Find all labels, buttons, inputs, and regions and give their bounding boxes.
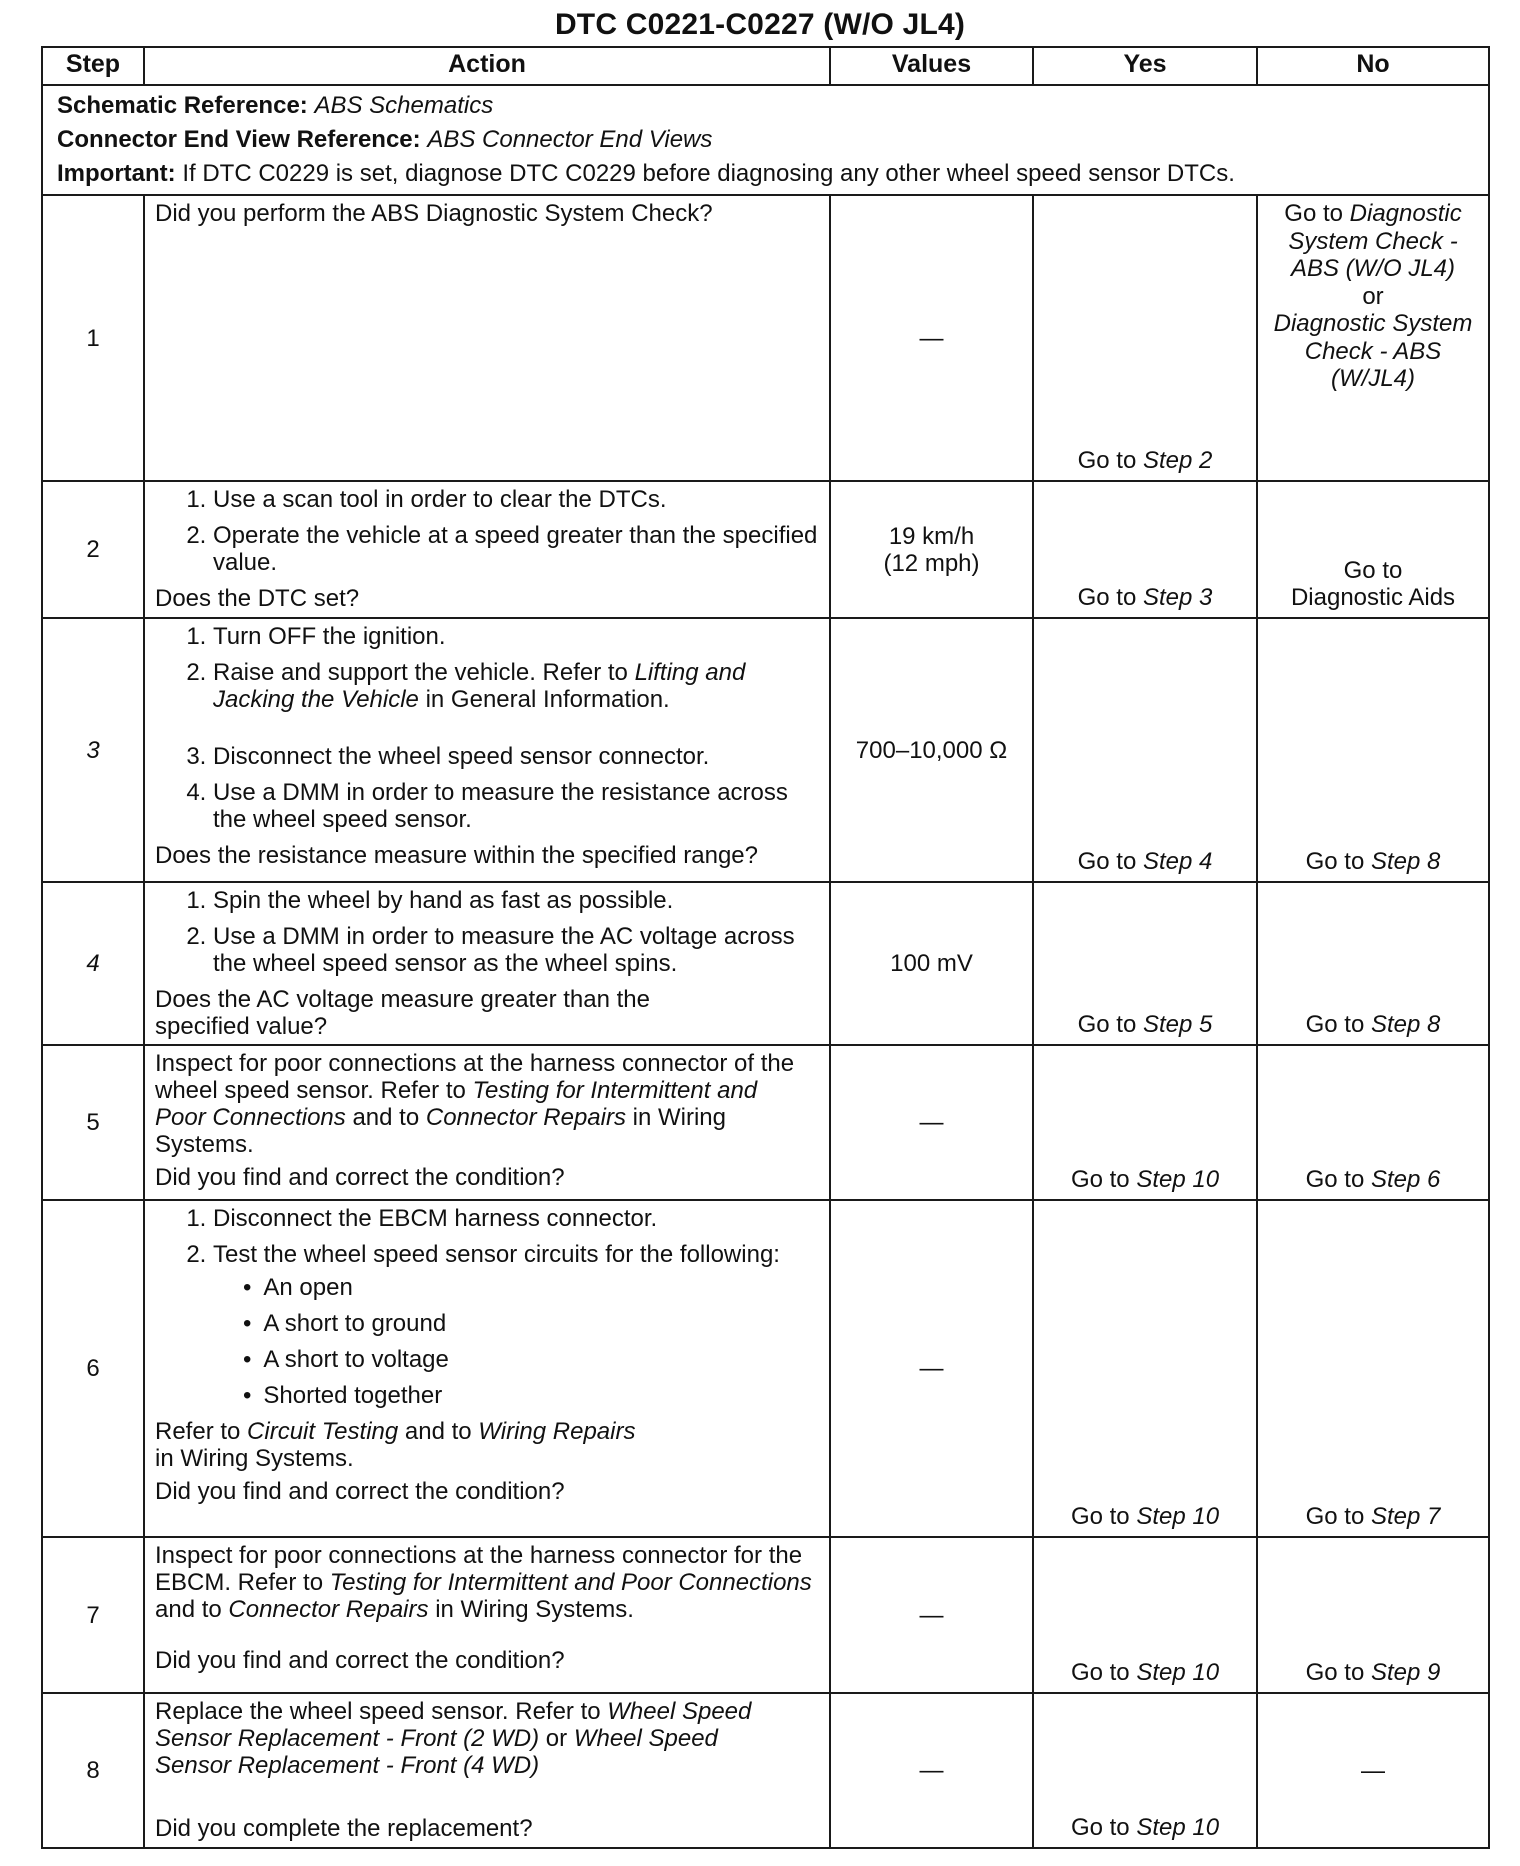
connector-reference-link[interactable]: ABS Connector End Views [427, 126, 713, 153]
important-note [57, 157, 1474, 191]
no-cell [1257, 195, 1489, 481]
header-yes: Yes [1033, 47, 1257, 85]
value-cell: — [830, 195, 1033, 481]
no-step-link[interactable]: Diagnostic Aids [1290, 584, 1456, 611]
yes-step-link[interactable]: Step 10 [1136, 1814, 1220, 1841]
action-item: 2. Use a DMM in order to measure the AC voltage across the wheel speed sensor as the wheel spins. [213, 923, 819, 977]
action-text-part: Inspect for poor connections at the harness connector for the EBCM. Refer to [155, 1542, 803, 1596]
yes-step-link[interactable]: Step 3 [1142, 584, 1213, 611]
action-list [155, 1205, 819, 1409]
yes-cell [1033, 1045, 1257, 1200]
question-text: Did you find and correct the condition? [155, 1164, 565, 1191]
important-text: If DTC C0229 is set, diagnose DTC C0229 before diagnosing any other wheel speed sensor DTCs. [182, 160, 1235, 187]
yes-cell [1033, 1537, 1257, 1693]
action-item [213, 659, 819, 713]
table-row [42, 195, 1489, 481]
value-cell: — [830, 1200, 1033, 1537]
no-dash: — [1361, 1757, 1385, 1784]
go-to-label: Go to [1305, 1503, 1365, 1530]
or-label: or [1362, 282, 1384, 310]
no-cell [1257, 882, 1489, 1045]
value-metric: 19 km/h [888, 522, 975, 550]
step-number: 4 [42, 882, 144, 1045]
action-text-part: and to [352, 1104, 420, 1131]
refer-text-part: in Wiring Systems. [155, 1445, 354, 1472]
action-text-part: or [545, 1725, 568, 1752]
yes-cell [1033, 618, 1257, 882]
go-to-label: Go to [1343, 557, 1403, 584]
yes-step-link[interactable]: Step 10 [1136, 1166, 1220, 1193]
replacement-2wd-link[interactable]: Wheel Speed Sensor Replacement - Front (2 WD) [155, 1698, 752, 1752]
connector-reference-label: Connector End View Reference: [57, 126, 421, 153]
question-text: Does the resistance measure within the specified range? [155, 842, 758, 869]
header-step: Step [42, 47, 144, 85]
action-item: 4. Use a DMM in order to measure the resistance across the wheel speed sensor. [213, 779, 819, 833]
no-step-link[interactable]: Step 7 [1370, 1503, 1441, 1530]
refer-text-part: Refer to [155, 1418, 241, 1445]
value-cell [830, 481, 1033, 618]
action-text [155, 1542, 819, 1623]
go-to-label: Go to [1070, 1166, 1130, 1193]
question-text: Did you complete the replacement? [155, 1815, 533, 1842]
no-step-link[interactable]: Step 8 [1370, 848, 1441, 875]
value-cell: 100 mV [830, 882, 1033, 1045]
action-cell [144, 1045, 830, 1200]
table-row [42, 618, 1489, 882]
condition-item: • Shorted together [243, 1382, 819, 1409]
step-number: 2 [42, 481, 144, 618]
go-to-label: Go to [1070, 1503, 1130, 1530]
yes-step-link[interactable]: Step 4 [1142, 848, 1213, 875]
replacement-4wd-link[interactable]: Wheel Speed Sensor Replacement - Front (4 WD) [155, 1725, 718, 1779]
no-cell [1257, 618, 1489, 882]
connector-repairs-link[interactable]: Connector Repairs [228, 1596, 429, 1623]
go-to-label: Go to [1305, 848, 1365, 875]
testing-link[interactable]: Testing for Intermittent and Poor Connections [329, 1569, 812, 1596]
no-step-link-alt[interactable]: Diagnostic System Check - ABS (W/JL4) [1273, 310, 1473, 392]
step-number: 6 [42, 1200, 144, 1537]
go-to-label: Go to [1284, 200, 1343, 227]
header-values: Values [830, 47, 1033, 85]
action-list [155, 486, 819, 576]
yes-cell [1033, 1693, 1257, 1848]
action-text: Raise and support the vehicle. Refer to [213, 659, 628, 686]
action-cell [144, 1200, 830, 1537]
action-item: 1. Spin the wheel by hand as fast as possible. [213, 887, 819, 914]
no-cell [1257, 1045, 1489, 1200]
wiring-repairs-link[interactable]: Wiring Repairs [478, 1418, 636, 1445]
action-text-part: and to [155, 1596, 222, 1623]
refer-text-part: and to [404, 1418, 472, 1445]
action-cell [144, 618, 830, 882]
reference-row [42, 85, 1489, 195]
yes-step-link[interactable]: Step 10 [1136, 1659, 1220, 1686]
step-number: 3 [42, 618, 144, 882]
table-row [42, 1200, 1489, 1537]
yes-step-link[interactable]: Step 10 [1136, 1503, 1220, 1530]
no-cell [1257, 1693, 1489, 1848]
action-text: Test the wheel speed sensor circuits for the following: [213, 1241, 780, 1268]
no-cell [1257, 1200, 1489, 1537]
action-cell [144, 481, 830, 618]
yes-cell [1033, 481, 1257, 618]
important-label: Important: [57, 160, 176, 187]
question-text: Did you perform the ABS Diagnostic System Check? [155, 200, 713, 227]
table-row [42, 1045, 1489, 1200]
refer-text [155, 1418, 819, 1472]
go-to-label: Go to [1305, 1659, 1365, 1686]
table-row [42, 882, 1489, 1045]
go-to-label: Go to [1305, 1011, 1365, 1038]
question-text: Does the AC voltage measure greater than the specified value? [155, 986, 650, 1040]
question-text: Did you find and correct the condition? [155, 1478, 565, 1505]
action-item: 1. Use a scan tool in order to clear the DTCs. [213, 486, 819, 513]
condition-item: • A short to ground [243, 1310, 819, 1337]
table-row [42, 481, 1489, 618]
action-text-part: in Wiring Systems. [435, 1596, 634, 1623]
go-to-label: Go to [1070, 1814, 1130, 1841]
action-item [213, 1241, 819, 1409]
table-row [42, 1693, 1489, 1848]
diagnostic-table [41, 46, 1490, 1849]
yes-cell [1033, 882, 1257, 1045]
go-to-label: Go to [1077, 848, 1137, 875]
yes-step-link[interactable]: Step 2 [1142, 447, 1213, 474]
value-cell: 700–10,000 Ω [830, 618, 1033, 882]
action-cell [144, 1537, 830, 1693]
action-list [155, 623, 819, 833]
question-text: Does the DTC set? [155, 585, 360, 612]
action-cell [144, 195, 830, 481]
table-row [42, 1537, 1489, 1693]
page-title: DTC C0221-C0227 (W/O JL4) [554, 8, 966, 41]
action-item: 2. Operate the vehicle at a speed greater than the specified value. [213, 522, 819, 576]
schematic-reference-label: Schematic Reference: [57, 92, 308, 119]
step-number: 8 [42, 1693, 144, 1848]
yes-cell [1033, 195, 1257, 481]
go-to-label: Go to [1077, 1011, 1137, 1038]
action-item: 3. Disconnect the wheel speed sensor connector. [213, 743, 819, 770]
go-to-label: Go to [1070, 1659, 1130, 1686]
yes-step-link[interactable]: Step 5 [1142, 1011, 1213, 1038]
condition-list [213, 1274, 819, 1409]
condition-item: • An open [243, 1274, 819, 1301]
action-text [155, 1050, 819, 1158]
no-cell [1257, 481, 1489, 618]
action-cell [144, 882, 830, 1045]
go-to-label: Go to [1305, 1166, 1365, 1193]
action-text-part: in Wiring Systems. [155, 1104, 726, 1158]
lifting-link[interactable]: Lifting and Jacking the Vehicle [213, 659, 746, 713]
circuit-testing-link[interactable]: Circuit Testing [247, 1418, 399, 1445]
schematic-reference-link[interactable]: ABS Schematics [314, 92, 494, 119]
no-step-link[interactable]: Step 9 [1370, 1659, 1441, 1686]
yes-cell [1033, 1200, 1257, 1537]
condition-item: • A short to voltage [243, 1346, 819, 1373]
action-cell [144, 1693, 830, 1848]
go-to-label: Go to [1077, 447, 1137, 474]
action-text [155, 1698, 819, 1779]
reference-cell [42, 85, 1489, 195]
step-number: 7 [42, 1537, 144, 1693]
no-step-link[interactable]: Diagnostic System Check - ABS (W/O JL4) [1288, 200, 1462, 282]
header-action: Action [144, 47, 830, 85]
schematic-reference [57, 89, 1474, 123]
action-text-part: Inspect for poor connections at the harness connector of the wheel speed sensor. Refer to [155, 1050, 795, 1104]
value-cell: — [830, 1045, 1033, 1200]
go-to-label: Go to [1077, 584, 1137, 611]
connector-reference [57, 123, 1474, 157]
no-step-link[interactable]: Step 6 [1370, 1166, 1441, 1193]
value-cell: — [830, 1693, 1033, 1848]
action-item: 1. Disconnect the EBCM harness connector. [213, 1205, 819, 1232]
step-number: 5 [42, 1045, 144, 1200]
no-step-link[interactable]: Step 8 [1370, 1011, 1441, 1038]
step-number: 1 [42, 195, 144, 481]
testing-link[interactable]: Testing for Intermittent and Poor Connections [155, 1077, 758, 1131]
action-text: in General Information. [425, 686, 670, 713]
value-cell: — [830, 1537, 1033, 1693]
header-no: No [1257, 47, 1489, 85]
action-item: 1. Turn OFF the ignition. [213, 623, 819, 650]
action-text-part: Replace the wheel speed sensor. Refer to [155, 1698, 601, 1725]
value-imperial: (12 mph) [883, 549, 980, 577]
no-cell [1257, 1537, 1489, 1693]
question-text: Did you find and correct the condition? [155, 1647, 565, 1674]
header-row [42, 47, 1489, 85]
connector-repairs-link[interactable]: Connector Repairs [425, 1104, 626, 1131]
action-list [155, 887, 819, 977]
